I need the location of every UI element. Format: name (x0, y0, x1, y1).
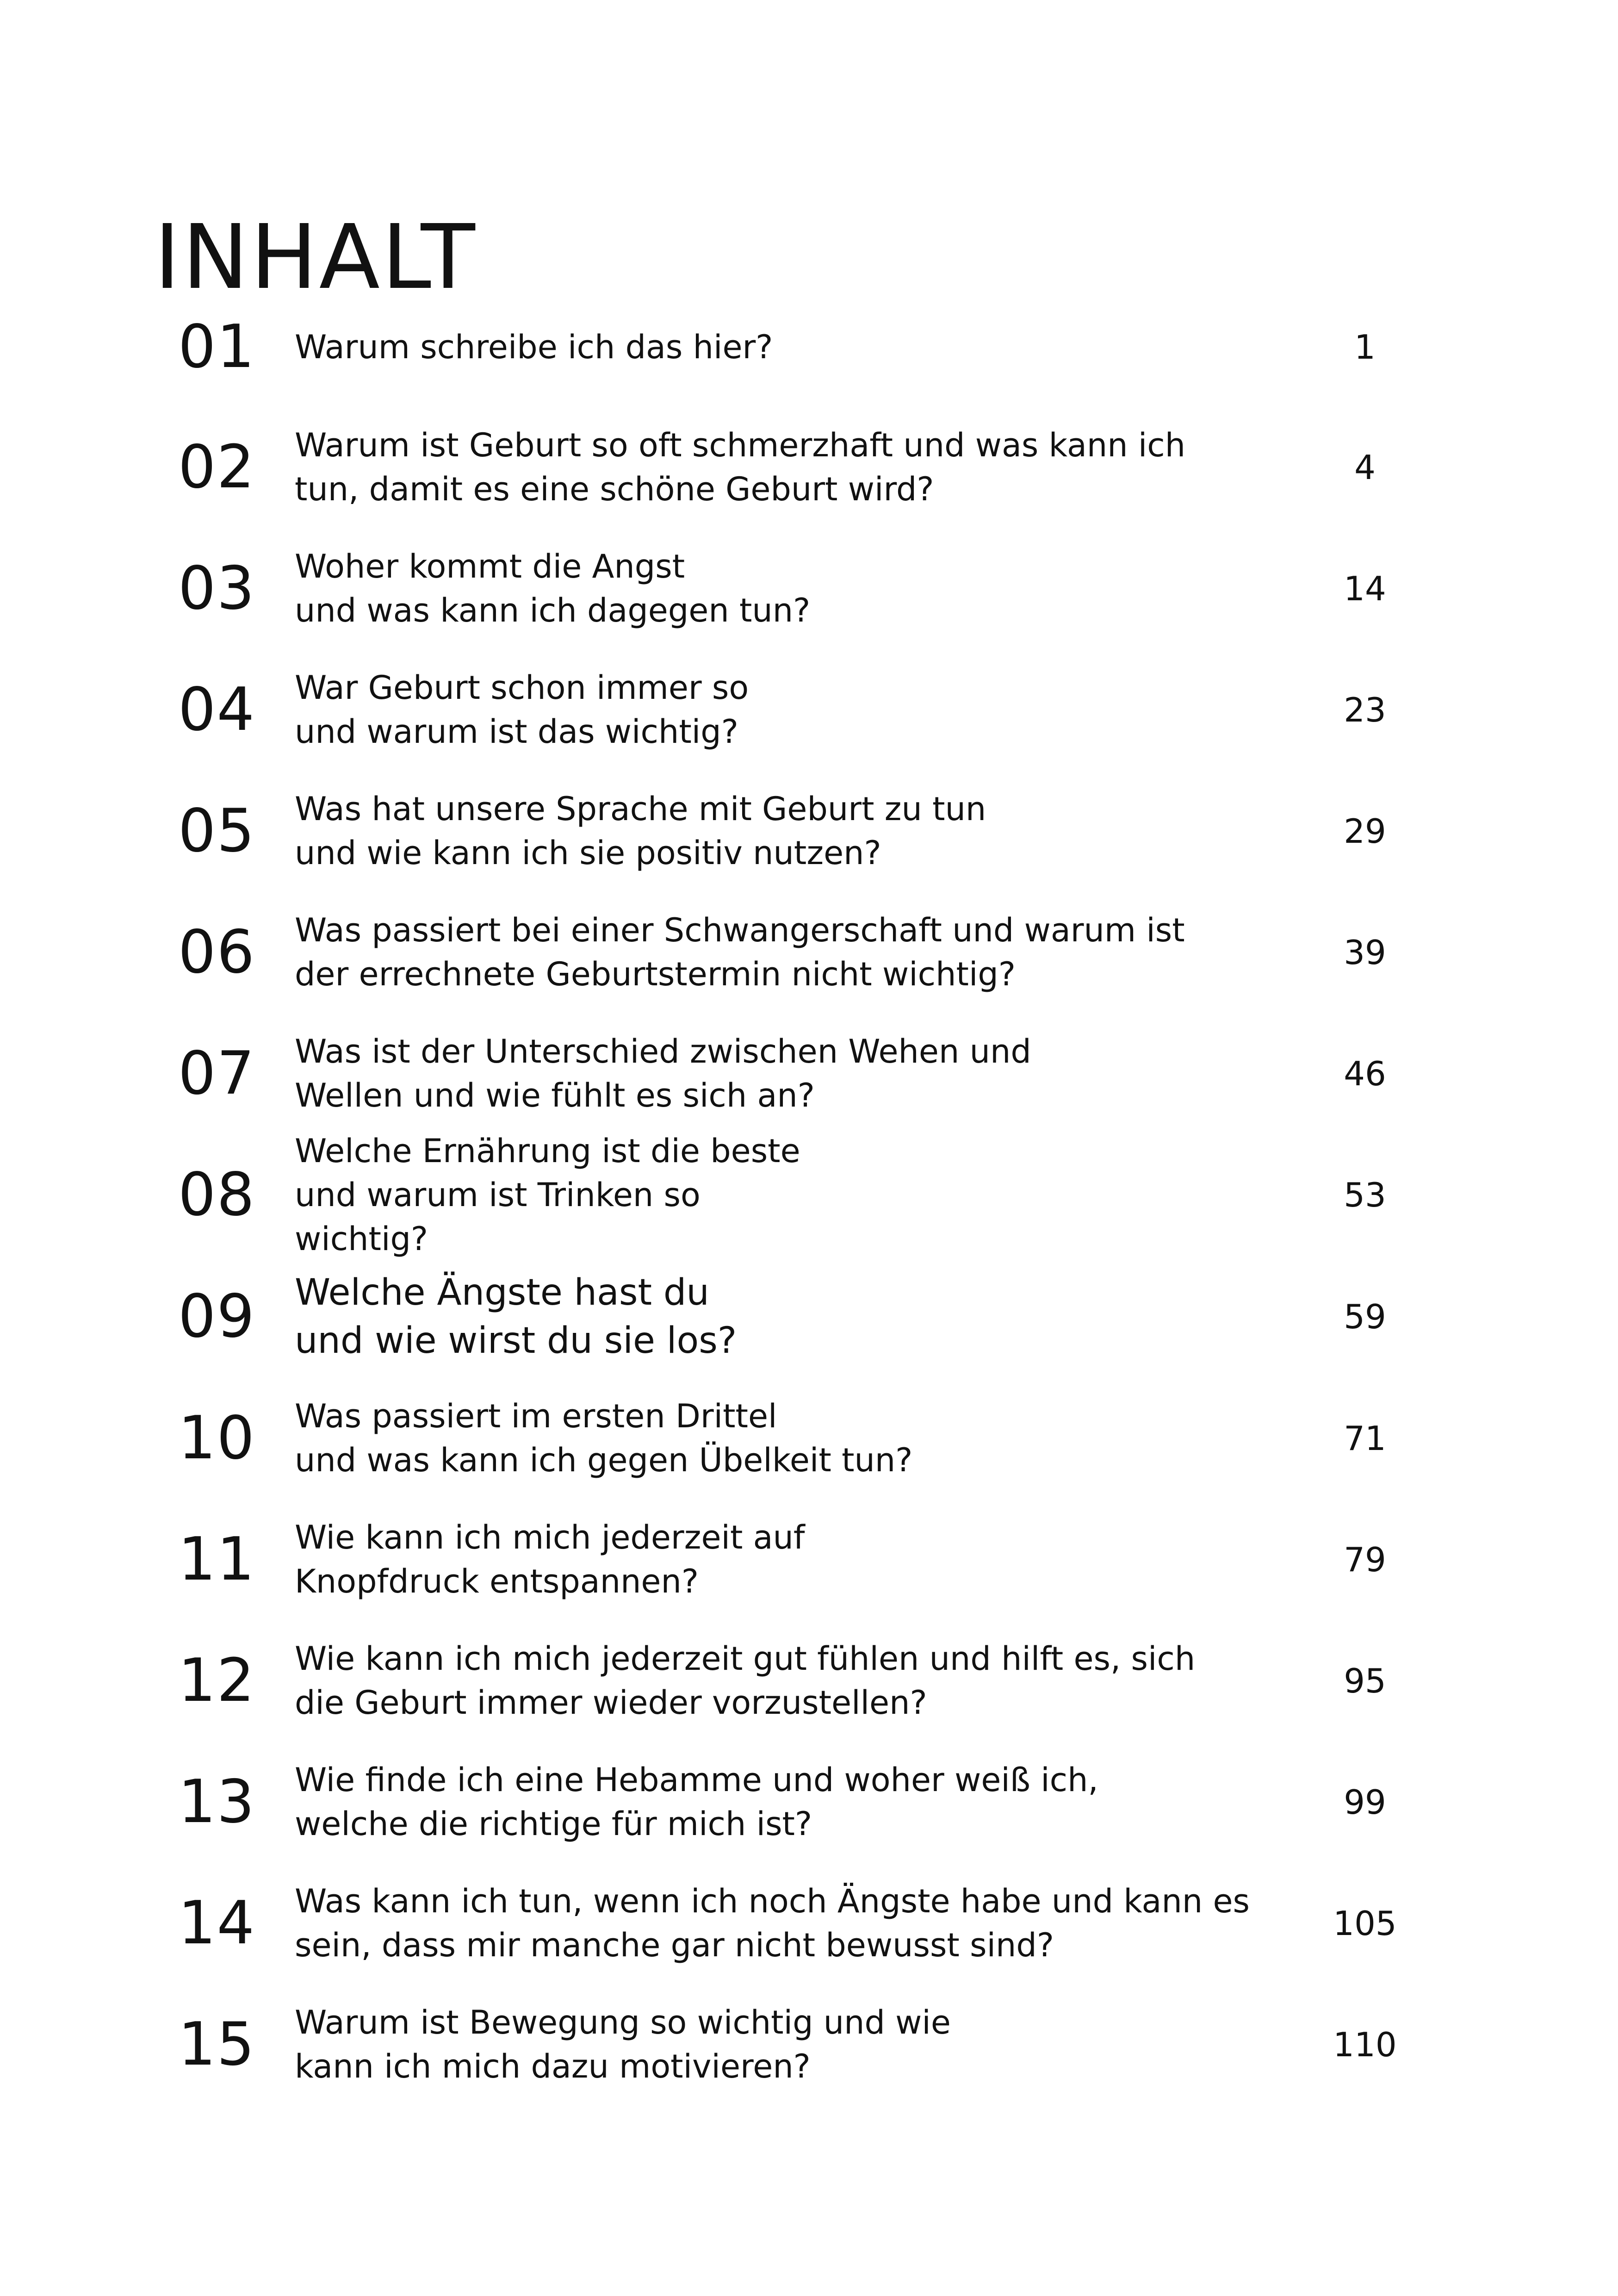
chapter-title (295, 1027, 1303, 1120)
chapter-title-line: Wie kann ich mich jederzeit auf (295, 1518, 805, 1556)
chapter-title-line: der errechnete Geburtstermin nicht wichtig? (295, 955, 1016, 993)
chapter-title-line: tun, damit es eine schöne Geburt wird? (295, 470, 934, 508)
page-number: 46 (1344, 1054, 1386, 1093)
chapter-title-line: Welche Ernährung ist die beste (295, 1132, 800, 1170)
chapter-title (295, 1877, 1303, 1970)
chapter-number: 04 (178, 675, 255, 744)
chapter-title-line: Knopfdruck entspannen? (295, 1562, 699, 1600)
chapter-number: 01 (178, 312, 255, 381)
chapter-title-line: Wie kann ich mich jederzeit gut fühlen und hilft es, sich (295, 1640, 1196, 1678)
chapter-title-line: und was kann ich dagegen tun? (295, 591, 811, 629)
toc-entry (0, 542, 1618, 635)
toc-entry (0, 664, 1618, 756)
chapter-title (295, 785, 1303, 877)
chapter-title (295, 542, 1303, 635)
toc-entry (0, 1998, 1618, 2091)
page-number: 14 (1344, 569, 1386, 608)
chapter-number: 03 (178, 554, 255, 623)
chapter-title-line: die Geburt immer wieder vorzustellen? (295, 1684, 927, 1722)
chapter-title-line: kann ich mich dazu motivieren? (295, 2047, 811, 2085)
page-number: 71 (1344, 1419, 1386, 1458)
chapter-title (295, 664, 1303, 756)
chapter-title-line: und wie wirst du sie los? (295, 1320, 737, 1362)
chapter-number: 07 (178, 1039, 255, 1108)
page-number: 39 (1344, 933, 1386, 972)
toc-entry (0, 1027, 1618, 1120)
chapter-number: 09 (178, 1282, 255, 1351)
chapter-title-line: Wie finde ich eine Hebamme und woher weiß ich, (295, 1761, 1098, 1799)
toc-entry (0, 421, 1618, 514)
chapter-title-line: Woher kommt die Angst (295, 548, 685, 585)
chapter-title-line: Was passiert bei einer Schwangerschaft und warum ist (295, 911, 1185, 949)
page-title: INHALT (154, 205, 477, 309)
page-number: 4 (1354, 448, 1376, 487)
page-number: 23 (1344, 691, 1386, 729)
toc-entry (0, 1513, 1618, 1606)
chapter-title-line: welche die richtige für mich ist? (295, 1805, 812, 1843)
chapter-title-line: und wie kann ich sie positiv nutzen? (295, 834, 881, 872)
toc-entry (0, 301, 1618, 393)
chapter-number: 14 (178, 1889, 255, 1958)
page-number: 29 (1344, 812, 1386, 851)
chapter-title (295, 906, 1303, 999)
toc-entry (0, 1756, 1618, 1848)
chapter-title-line: War Geburt schon immer so (295, 669, 749, 707)
chapter-number: 10 (178, 1404, 255, 1473)
chapter-title-line: und was kann ich gegen Übelkeit tun? (295, 1441, 913, 1479)
chapter-title-line: Was hat unsere Sprache mit Geburt zu tun (295, 790, 986, 828)
chapter-title (295, 1513, 1303, 1606)
page-number: 53 (1344, 1176, 1386, 1214)
chapter-title-line: Was passiert im ersten Drittel (295, 1397, 777, 1435)
page-number: 105 (1333, 1904, 1397, 1943)
chapter-number: 06 (178, 918, 255, 987)
page-number: 99 (1344, 1783, 1386, 1822)
chapter-title (295, 1756, 1303, 1848)
chapter-title-line: Wellen und wie fühlt es sich an? (295, 1076, 815, 1114)
chapter-number: 13 (178, 1767, 255, 1836)
chapter-number: 11 (178, 1525, 255, 1594)
toc-entry (0, 1635, 1618, 1727)
toc-entry (0, 1270, 1618, 1363)
chapter-title-line: Warum schreibe ich das hier? (295, 328, 773, 366)
chapter-number: 08 (178, 1160, 255, 1229)
chapter-title-line: und warum ist das wichtig? (295, 713, 738, 751)
chapter-title-line: Welche Ängste hast du (295, 1272, 709, 1313)
toc-entry (0, 1132, 1618, 1258)
chapter-title (295, 421, 1303, 514)
chapter-title (295, 1392, 1303, 1485)
toc-entry (0, 906, 1618, 999)
chapter-title (295, 1635, 1303, 1727)
page-number: 1 (1354, 328, 1376, 367)
chapter-title (295, 1998, 1303, 2091)
page-number: 110 (1333, 2025, 1397, 2064)
toc-entry (0, 1392, 1618, 1485)
chapter-title-line: wichtig? (295, 1220, 428, 1258)
chapter-title (295, 1270, 1303, 1363)
page-number: 95 (1344, 1661, 1386, 1700)
chapter-title-line: sein, dass mir manche gar nicht bewusst sind? (295, 1926, 1054, 1964)
chapter-title-line: und warum ist Trinken so (295, 1176, 701, 1214)
toc-entry (0, 785, 1618, 877)
chapter-number: 02 (178, 433, 255, 502)
page-number: 59 (1344, 1297, 1386, 1336)
chapter-number: 05 (178, 796, 255, 865)
chapter-number: 12 (178, 1646, 255, 1715)
chapter-number: 15 (178, 2010, 255, 2079)
chapter-title (295, 1132, 1303, 1258)
chapter-title-line: Was kann ich tun, wenn ich noch Ängste habe und kann es (295, 1882, 1250, 1920)
chapter-title-line: Warum ist Geburt so oft schmerzhaft und was kann ich (295, 426, 1186, 464)
chapter-title (295, 301, 1303, 393)
chapter-title-line: Warum ist Bewegung so wichtig und wie (295, 2004, 951, 2041)
toc-entry (0, 1877, 1618, 1970)
chapter-title-line: Was ist der Unterschied zwischen Wehen und (295, 1033, 1031, 1070)
page-number: 79 (1344, 1540, 1386, 1579)
